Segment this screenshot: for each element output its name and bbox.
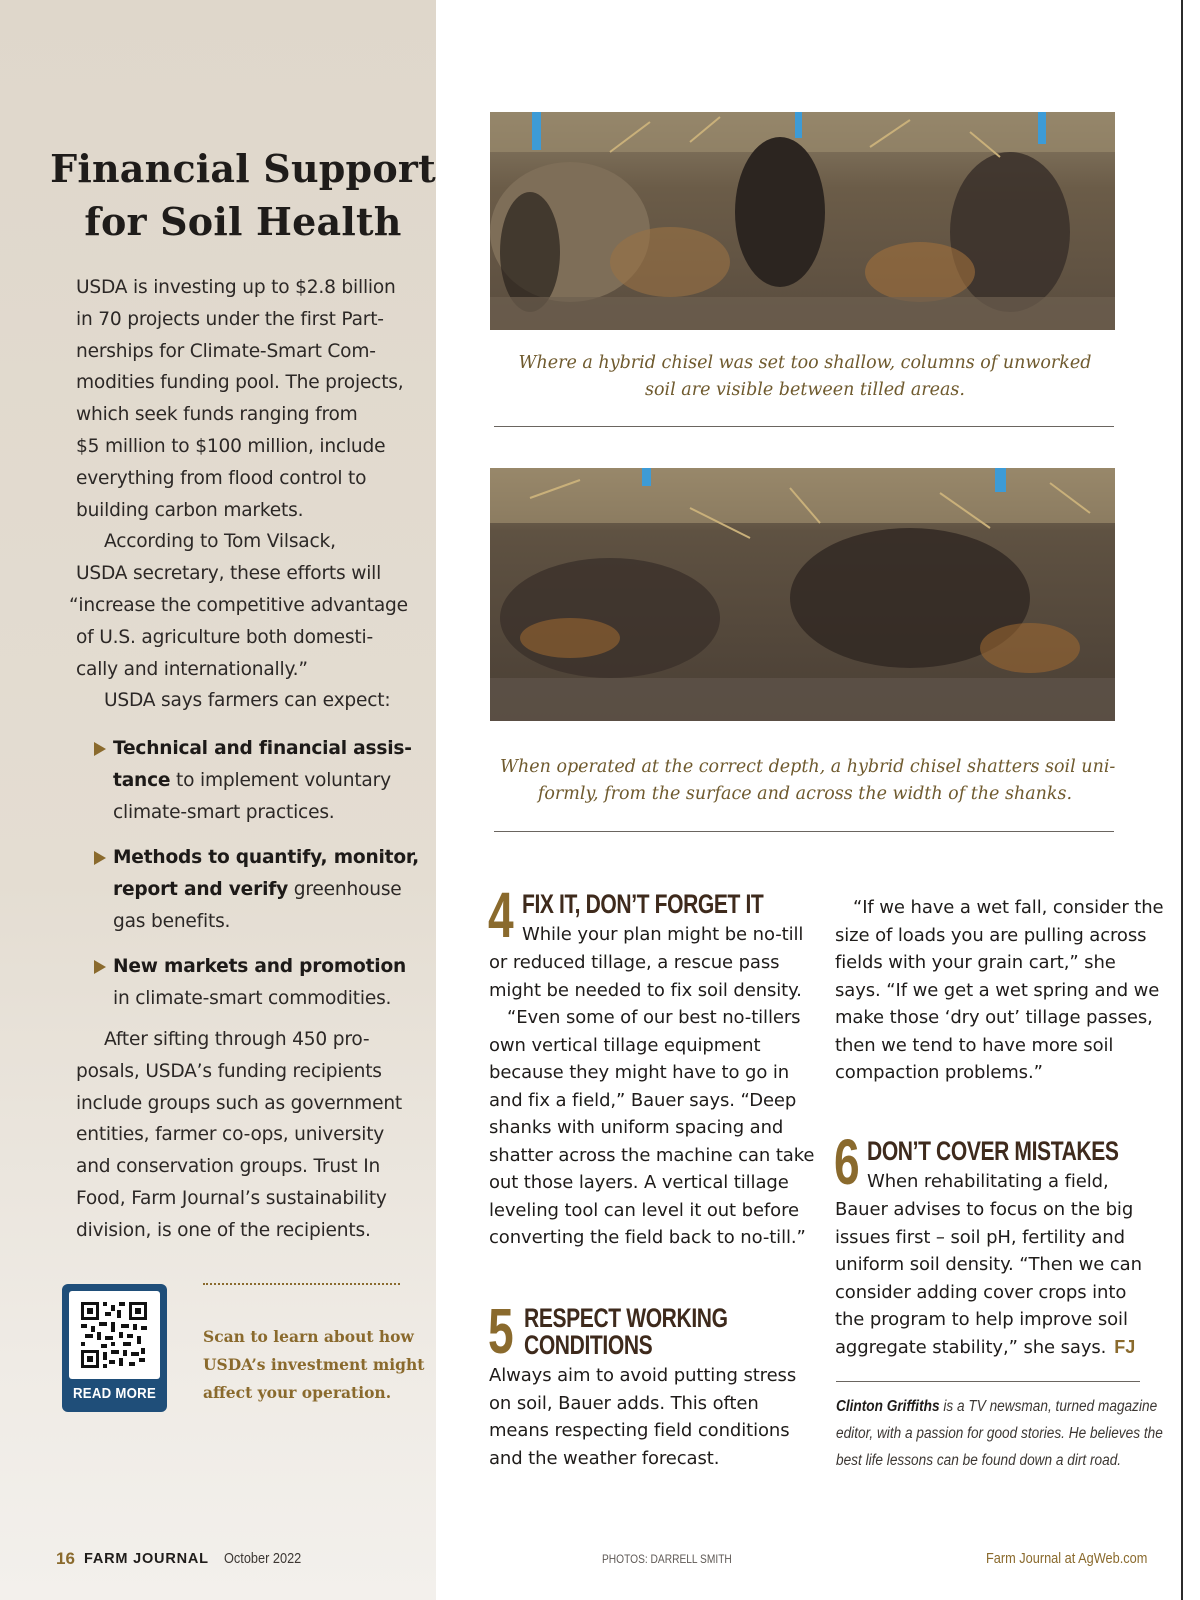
text-line: According to Tom Vilsack,	[104, 531, 336, 553]
text-line: leveling tool can level it out before	[489, 1199, 799, 1221]
text-line-final: aggregate stability,” she says.	[835, 1336, 1107, 1358]
text-line: size of loads you are pulling across	[835, 924, 1147, 946]
sidebar-title-line: Financial Support	[50, 146, 436, 191]
photo-caption	[500, 350, 1110, 404]
text-line: converting the field back to no-till.”	[489, 1227, 806, 1248]
text-line: When rehabilitating a field,	[867, 1171, 1109, 1192]
text-line: shanks with uniform spacing and	[489, 1117, 784, 1138]
section-heading: FIX IT, DON’T FORGET IT	[522, 889, 764, 919]
section-4-body	[489, 949, 814, 1252]
page-edge	[1181, 0, 1183, 1600]
website-link[interactable]: Farm Journal at AgWeb.com	[986, 1550, 1148, 1567]
publication-name: FARM JOURNAL	[84, 1551, 209, 1567]
text-line: “Even some of our best no-tillers	[507, 1007, 801, 1028]
text-line: or reduced tillage, a rescue pass	[489, 952, 780, 973]
text-line: then we tend to have more soil	[835, 1034, 1114, 1056]
sidebar-bullet	[94, 951, 414, 1015]
text-line: out those layers. A vertical tillage	[489, 1172, 789, 1193]
dotted-divider	[203, 1283, 400, 1285]
text-line: $5 million to $100 million, include	[76, 435, 386, 457]
text-line: modities funding pool. The projects,	[76, 372, 404, 394]
bullet-bold: Methods to quantify, monitor,	[113, 847, 420, 868]
heading-line: RESPECT WORKING	[524, 1303, 728, 1333]
text-line: shatter across the machine can take	[489, 1144, 815, 1166]
text-line: Food, Farm Journal’s sustainability	[76, 1187, 387, 1209]
author-divider	[836, 1381, 1140, 1382]
read-more-label: READ MORE	[72, 1385, 157, 1402]
bullet-bold: report and verify	[113, 878, 289, 900]
section-6-body	[867, 1168, 1109, 1196]
text-line: While your plan might be no-till	[522, 924, 804, 945]
text-line: division, is one of the recipients.	[76, 1219, 371, 1241]
author-bio	[836, 1393, 1163, 1474]
caption-line: Where a hybrid chisel was set too shallow, columns of unworked	[518, 353, 1092, 373]
soil-trench-correct-depth-photo	[490, 468, 1115, 721]
text-line: because they might have to go in	[489, 1062, 790, 1083]
text-line: issues first – soil pH, fertility and	[835, 1226, 1125, 1248]
issue-date: October 2022	[224, 1550, 302, 1567]
sidebar-intro	[69, 272, 416, 717]
text-line: USDA secretary, these efforts will	[76, 563, 382, 585]
sidebar-bullet	[94, 842, 420, 937]
bullet-bold: New markets and promotion	[113, 956, 407, 977]
text-line: everything from flood control to	[76, 467, 367, 489]
section-6-body	[835, 1196, 1142, 1361]
section-5-body	[489, 1362, 796, 1472]
end-mark: FJ	[1114, 1336, 1136, 1357]
qr-code-icon	[81, 1302, 147, 1368]
bullet-bold: tance	[113, 769, 171, 791]
section-number: 6	[834, 1126, 860, 1198]
section-4-body	[522, 921, 803, 949]
text-line: USDA says farmers can expect:	[104, 690, 391, 712]
caption-divider	[494, 831, 1114, 832]
text-line: Always aim to avoid putting stress	[489, 1365, 797, 1386]
text-line: building carbon markets.	[76, 499, 304, 521]
text-line: “increase the competitive advantage	[69, 594, 408, 616]
author-name: Clinton Griffiths	[836, 1398, 940, 1415]
text-line: on soil, Bauer adds. This often	[489, 1392, 759, 1414]
qr-prompt-text	[203, 1323, 425, 1407]
text-line: entities, farmer co-ops, university	[76, 1124, 385, 1146]
text-line: consider adding cover crops into	[835, 1281, 1127, 1303]
text-line: uniform soil density. “Then we can	[835, 1254, 1142, 1275]
text-line: Scan to learn about how	[203, 1327, 414, 1346]
text-line: own vertical tillage equipment	[489, 1034, 761, 1056]
photo-credit: PHOTOS: DARRELL SMITH	[602, 1552, 732, 1566]
text-line: the program to help improve soil	[835, 1309, 1128, 1330]
sidebar-panel	[0, 0, 436, 1600]
section-heading: DON’T COVER MISTAKES	[867, 1136, 1119, 1166]
bio-text: best life lessons can be found down a dirt road.	[836, 1452, 1122, 1469]
text-line: and fix a field,” Bauer says. “Deep	[489, 1089, 797, 1111]
sidebar-outro	[76, 1024, 416, 1247]
text-line: Bauer advises to focus on the big	[835, 1199, 1134, 1220]
caption-divider	[494, 426, 1114, 427]
text-line: and the weather forecast.	[489, 1447, 720, 1469]
text-line: says. “If we get a wet spring and we	[835, 979, 1160, 1001]
text-line: posals, USDA’s funding recipients	[76, 1060, 382, 1082]
text-line: USDA’s investment might	[203, 1355, 425, 1374]
soil-trench-shallow-photo	[490, 112, 1115, 330]
caption-line: soil are visible between tilled areas.	[645, 380, 965, 400]
text-line	[835, 1334, 1142, 1362]
bullet-text: climate-smart practices.	[113, 801, 335, 823]
bullet-text: greenhouse	[288, 878, 402, 900]
text-line: and conservation groups. Trust In	[76, 1156, 381, 1178]
qr-read-more-button[interactable]	[62, 1284, 167, 1412]
bullet-triangle-icon	[94, 851, 106, 865]
caption-line: formly, from the surface and across the width of the shanks.	[537, 784, 1073, 804]
text-line: make those ‘dry out’ tillage passes,	[835, 1007, 1153, 1028]
sidebar-title-line: for Soil Health	[84, 199, 402, 244]
text-line: USDA is investing up to $2.8 billion	[76, 277, 396, 298]
bullet-triangle-icon	[94, 742, 106, 756]
bio-text: is a TV newsman, turned magazine	[939, 1398, 1158, 1415]
bullet-text: to implement voluntary	[170, 769, 391, 791]
text-line: “If we have a wet fall, consider the	[853, 897, 1164, 918]
bio-text: editor, with a passion for good stories. He believes the	[836, 1425, 1163, 1442]
bullet-text: in climate-smart commodities.	[113, 987, 392, 1009]
text-line: which seek funds ranging from	[76, 404, 358, 426]
sidebar-bullet	[94, 733, 414, 828]
text-line: compaction problems.”	[835, 1062, 1043, 1083]
text-line: affect your operation.	[203, 1383, 392, 1402]
text-line: means respecting field conditions	[489, 1420, 790, 1441]
page-number: 16	[56, 1549, 75, 1568]
bullet-text: gas benefits.	[113, 910, 231, 932]
soil-photo-drawing	[490, 112, 1115, 330]
heading-line: CONDITIONS	[524, 1330, 653, 1360]
section-5-continued	[835, 894, 1164, 1087]
text-line: include groups such as government	[76, 1092, 403, 1114]
text-line: of U.S. agriculture both domesti-	[76, 626, 373, 648]
section-heading	[524, 1305, 728, 1359]
sidebar-title	[40, 142, 446, 248]
section-number: 4	[488, 879, 514, 951]
text-line: cally and internationally.”	[76, 658, 308, 680]
soil-photo-drawing	[490, 468, 1115, 721]
bullet-triangle-icon	[94, 960, 106, 974]
photo-caption	[500, 754, 1116, 808]
text-line: fields with your grain cart,” she	[835, 952, 1116, 973]
bullet-bold: Technical and financial assis-	[113, 738, 412, 759]
section-number: 5	[488, 1295, 514, 1367]
text-line: in 70 projects under the first Part-	[76, 308, 384, 330]
caption-line: When operated at the correct depth, a hybrid chisel shatters soil uni-	[500, 757, 1116, 777]
qr-code-panel	[69, 1291, 160, 1379]
text-line: After sifting through 450 pro-	[104, 1029, 370, 1050]
text-line: nerships for Climate-Smart Com-	[76, 340, 376, 362]
text-line: might be needed to fix soil density.	[489, 979, 802, 1001]
